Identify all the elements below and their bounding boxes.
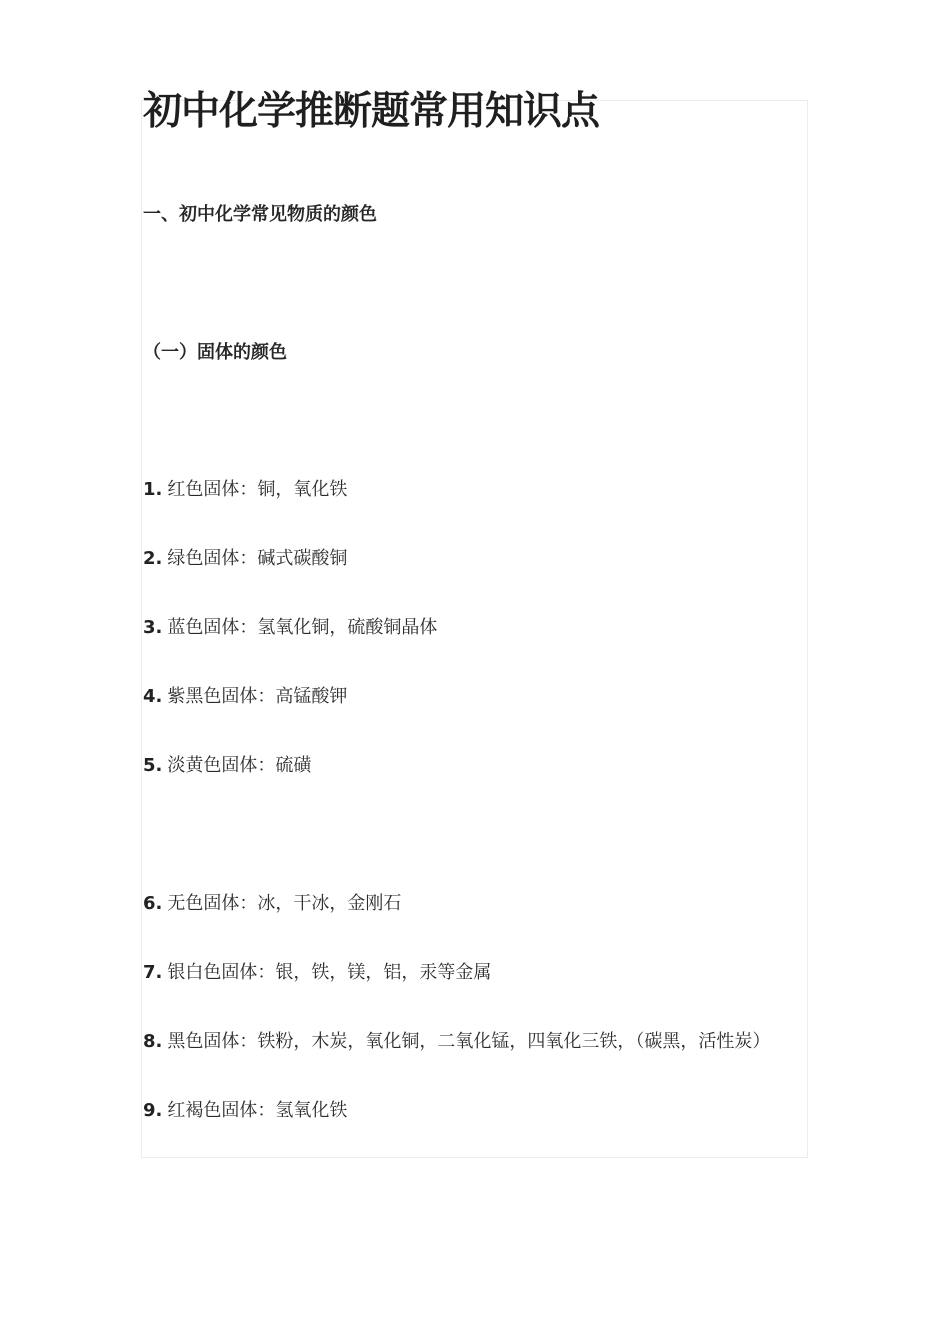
- list-item-number: 4.: [143, 686, 163, 707]
- list-item-number: 2.: [143, 548, 163, 569]
- list-item-number: 7.: [143, 962, 163, 983]
- list-item: [143, 1029, 770, 1055]
- list-item-text: 银白色固体：银，铁，镁，铝，汞等金属: [167, 962, 492, 983]
- list-item: [143, 684, 347, 710]
- list-item-number: 3.: [143, 617, 163, 638]
- list-item-number: 5.: [143, 755, 163, 776]
- list-item: [143, 477, 347, 503]
- list-item-text: 红褐色固体：氢氧化铁: [167, 1100, 348, 1121]
- list-item-text: 紫黑色固体：高锰酸钾: [167, 686, 348, 707]
- subsection-heading: （一）固体的颜色: [143, 342, 287, 363]
- list-item: [143, 753, 311, 779]
- list-item-number: 9.: [143, 1100, 163, 1121]
- list-item-text: 黑色固体：铁粉，木炭，氧化铜，二氧化锰，四氧化三铁，（碳黑，活性炭）: [167, 1031, 771, 1052]
- list-item-text: 淡黄色固体：硫磺: [167, 755, 312, 776]
- list-item-text: 红色固体：铜，氧化铁: [167, 479, 348, 500]
- list-item-text: 蓝色固体：氢氧化铜，硫酸铜晶体: [167, 617, 438, 638]
- list-item-number: 1.: [143, 479, 163, 500]
- list-item: [143, 1098, 347, 1124]
- list-item: [143, 615, 437, 641]
- list-item-number: 6.: [143, 893, 163, 914]
- list-item-text: 无色固体：冰，干冰，金刚石: [167, 893, 402, 914]
- list-item: [143, 891, 401, 917]
- section-heading: 一、初中化学常见物质的颜色: [143, 204, 377, 225]
- list-item: [143, 960, 491, 986]
- list-item-text: 绿色固体：碱式碳酸铜: [167, 548, 348, 569]
- list-item-number: 8.: [143, 1031, 163, 1052]
- document-title: 初中化学推断题常用知识点: [143, 89, 600, 134]
- list-item: [143, 546, 347, 572]
